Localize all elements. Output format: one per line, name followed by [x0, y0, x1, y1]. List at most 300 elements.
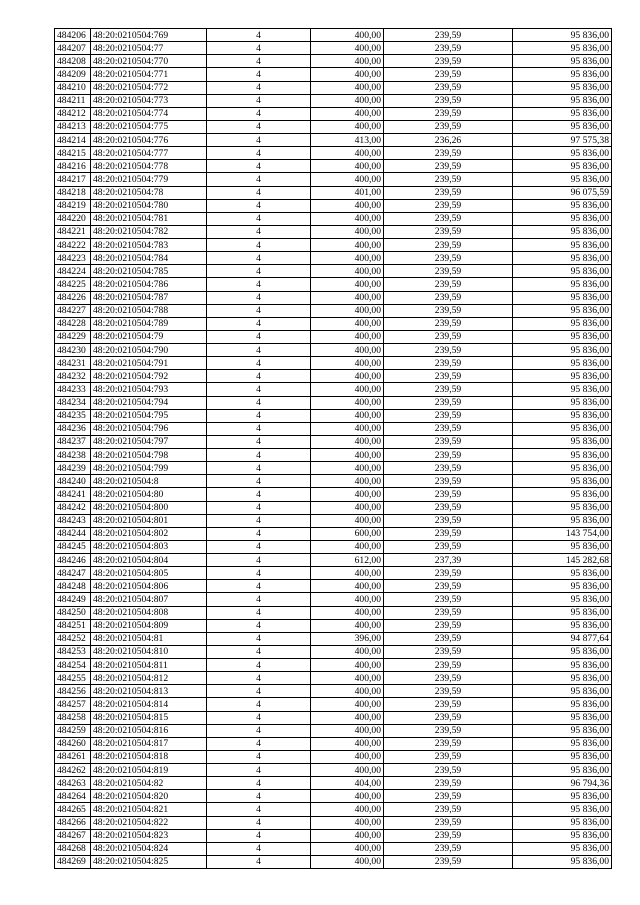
- cadastral-number-cell: 48:20:0210504:77: [91, 42, 207, 55]
- area-value-cell: 400,00: [311, 120, 384, 133]
- area-value-cell: 400,00: [311, 278, 384, 291]
- cadastral-number-cell: 48:20:0210504:795: [91, 409, 207, 422]
- area-value-cell: 400,00: [311, 357, 384, 370]
- specific-value-cell: 239,59: [384, 816, 513, 829]
- area-value-cell: 400,00: [311, 265, 384, 278]
- table-row: [55, 422, 612, 435]
- cadastral-number-cell: 48:20:0210504:769: [91, 29, 207, 42]
- specific-value-cell: 239,59: [384, 803, 513, 816]
- cadastral-number-cell: 48:20:0210504:819: [91, 764, 207, 777]
- area-value-cell: 400,00: [311, 855, 384, 868]
- cadastral-number-cell: 48:20:0210504:770: [91, 55, 207, 68]
- cadastral-number-cell: 48:20:0210504:806: [91, 580, 207, 593]
- area-value-cell: 400,00: [311, 55, 384, 68]
- row-number-cell: 484218: [55, 186, 91, 199]
- specific-value-cell: 239,59: [384, 291, 513, 304]
- area-value-cell: 400,00: [311, 514, 384, 527]
- specific-value-cell: 239,59: [384, 829, 513, 842]
- category-code-cell: 4: [207, 842, 311, 855]
- cadastral-number-cell: 48:20:0210504:800: [91, 501, 207, 514]
- category-code-cell: 4: [207, 724, 311, 737]
- area-value-cell: 612,00: [311, 554, 384, 567]
- cadastral-value-cell: 95 836,00: [513, 501, 612, 514]
- table-row: [55, 55, 612, 68]
- table-row: [55, 855, 612, 868]
- area-value-cell: 400,00: [311, 711, 384, 724]
- category-code-cell: 4: [207, 147, 311, 160]
- table-row: [55, 750, 612, 763]
- category-code-cell: 4: [207, 68, 311, 81]
- area-value-cell: 400,00: [311, 829, 384, 842]
- specific-value-cell: 239,59: [384, 120, 513, 133]
- area-value-cell: 400,00: [311, 672, 384, 685]
- area-value-cell: 400,00: [311, 606, 384, 619]
- cadastral-number-cell: 48:20:0210504:799: [91, 462, 207, 475]
- table-row: [55, 134, 612, 147]
- table-row: [55, 435, 612, 448]
- table-row: [55, 593, 612, 606]
- specific-value-cell: 239,59: [384, 357, 513, 370]
- cadastral-value-table: [54, 28, 612, 869]
- area-value-cell: 400,00: [311, 42, 384, 55]
- cadastral-value-cell: 95 836,00: [513, 816, 612, 829]
- category-code-cell: 4: [207, 212, 311, 225]
- table-row: [55, 383, 612, 396]
- category-code-cell: 4: [207, 554, 311, 567]
- table-row: [55, 199, 612, 212]
- category-code-cell: 4: [207, 685, 311, 698]
- table-row: [55, 790, 612, 803]
- row-number-cell: 484239: [55, 462, 91, 475]
- table-row: [55, 737, 612, 750]
- category-code-cell: 4: [207, 803, 311, 816]
- table-body: [55, 29, 612, 869]
- cadastral-value-cell: 95 836,00: [513, 239, 612, 252]
- row-number-cell: 484240: [55, 475, 91, 488]
- cadastral-number-cell: 48:20:0210504:797: [91, 435, 207, 448]
- area-value-cell: 400,00: [311, 803, 384, 816]
- row-number-cell: 484211: [55, 94, 91, 107]
- category-code-cell: 4: [207, 107, 311, 120]
- cadastral-value-cell: 95 836,00: [513, 55, 612, 68]
- table-row: [55, 225, 612, 238]
- table-row: [55, 462, 612, 475]
- specific-value-cell: 239,59: [384, 42, 513, 55]
- specific-value-cell: 239,59: [384, 855, 513, 868]
- category-code-cell: 4: [207, 55, 311, 68]
- specific-value-cell: 237,39: [384, 554, 513, 567]
- cadastral-value-cell: 96 794,36: [513, 777, 612, 790]
- cadastral-number-cell: 48:20:0210504:794: [91, 396, 207, 409]
- specific-value-cell: 239,59: [384, 540, 513, 553]
- row-number-cell: 484245: [55, 540, 91, 553]
- row-number-cell: 484210: [55, 81, 91, 94]
- category-code-cell: 4: [207, 435, 311, 448]
- category-code-cell: 4: [207, 829, 311, 842]
- area-value-cell: 400,00: [311, 435, 384, 448]
- specific-value-cell: 239,59: [384, 330, 513, 343]
- row-number-cell: 484250: [55, 606, 91, 619]
- specific-value-cell: 239,59: [384, 160, 513, 173]
- table-row: [55, 160, 612, 173]
- cadastral-number-cell: 48:20:0210504:777: [91, 147, 207, 160]
- specific-value-cell: 239,59: [384, 475, 513, 488]
- cadastral-number-cell: 48:20:0210504:773: [91, 94, 207, 107]
- category-code-cell: 4: [207, 475, 311, 488]
- area-value-cell: 400,00: [311, 317, 384, 330]
- cadastral-value-cell: 95 836,00: [513, 449, 612, 462]
- row-number-cell: 484227: [55, 304, 91, 317]
- row-number-cell: 484266: [55, 816, 91, 829]
- area-value-cell: 413,00: [311, 134, 384, 147]
- area-value-cell: 400,00: [311, 750, 384, 763]
- cadastral-number-cell: 48:20:0210504:782: [91, 225, 207, 238]
- row-number-cell: 484232: [55, 370, 91, 383]
- category-code-cell: 4: [207, 580, 311, 593]
- cadastral-number-cell: 48:20:0210504:78: [91, 186, 207, 199]
- cadastral-value-cell: 95 836,00: [513, 107, 612, 120]
- cadastral-value-cell: 143 754,00: [513, 527, 612, 540]
- category-code-cell: 4: [207, 501, 311, 514]
- row-number-cell: 484206: [55, 29, 91, 42]
- cadastral-number-cell: 48:20:0210504:791: [91, 357, 207, 370]
- cadastral-number-cell: 48:20:0210504:789: [91, 317, 207, 330]
- specific-value-cell: 239,59: [384, 842, 513, 855]
- specific-value-cell: 239,59: [384, 173, 513, 186]
- area-value-cell: 400,00: [311, 239, 384, 252]
- specific-value-cell: 239,59: [384, 632, 513, 645]
- area-value-cell: 400,00: [311, 147, 384, 160]
- area-value-cell: 400,00: [311, 383, 384, 396]
- cadastral-number-cell: 48:20:0210504:816: [91, 724, 207, 737]
- cadastral-number-cell: 48:20:0210504:807: [91, 593, 207, 606]
- row-number-cell: 484233: [55, 383, 91, 396]
- category-code-cell: 4: [207, 173, 311, 186]
- row-number-cell: 484269: [55, 855, 91, 868]
- specific-value-cell: 239,59: [384, 777, 513, 790]
- specific-value-cell: 239,59: [384, 567, 513, 580]
- cadastral-value-cell: 95 836,00: [513, 422, 612, 435]
- category-code-cell: 4: [207, 737, 311, 750]
- specific-value-cell: 239,59: [384, 685, 513, 698]
- area-value-cell: 400,00: [311, 501, 384, 514]
- cadastral-value-cell: 95 836,00: [513, 750, 612, 763]
- cadastral-number-cell: 48:20:0210504:805: [91, 567, 207, 580]
- table-row: [55, 501, 612, 514]
- cadastral-value-cell: 95 836,00: [513, 330, 612, 343]
- table-row: [55, 672, 612, 685]
- specific-value-cell: 239,59: [384, 462, 513, 475]
- specific-value-cell: 239,59: [384, 449, 513, 462]
- row-number-cell: 484265: [55, 803, 91, 816]
- area-value-cell: 400,00: [311, 29, 384, 42]
- cadastral-number-cell: 48:20:0210504:798: [91, 449, 207, 462]
- row-number-cell: 484263: [55, 777, 91, 790]
- area-value-cell: 400,00: [311, 107, 384, 120]
- cadastral-value-cell: 95 836,00: [513, 94, 612, 107]
- table-row: [55, 645, 612, 658]
- table-row: [55, 212, 612, 225]
- cadastral-value-cell: 95 836,00: [513, 344, 612, 357]
- row-number-cell: 484264: [55, 790, 91, 803]
- specific-value-cell: 239,59: [384, 68, 513, 81]
- area-value-cell: 400,00: [311, 540, 384, 553]
- category-code-cell: 4: [207, 606, 311, 619]
- category-code-cell: 4: [207, 816, 311, 829]
- specific-value-cell: 239,59: [384, 501, 513, 514]
- cadastral-value-cell: 95 836,00: [513, 81, 612, 94]
- row-number-cell: 484212: [55, 107, 91, 120]
- specific-value-cell: 239,59: [384, 737, 513, 750]
- specific-value-cell: 239,59: [384, 186, 513, 199]
- cadastral-number-cell: 48:20:0210504:778: [91, 160, 207, 173]
- row-number-cell: 484215: [55, 147, 91, 160]
- row-number-cell: 484241: [55, 488, 91, 501]
- category-code-cell: 4: [207, 790, 311, 803]
- cadastral-value-cell: 95 836,00: [513, 829, 612, 842]
- cadastral-value-cell: 95 836,00: [513, 764, 612, 777]
- table-row: [55, 344, 612, 357]
- cadastral-value-cell: 95 836,00: [513, 160, 612, 173]
- row-number-cell: 484214: [55, 134, 91, 147]
- row-number-cell: 484244: [55, 527, 91, 540]
- table-row: [55, 540, 612, 553]
- cadastral-number-cell: 48:20:0210504:80: [91, 488, 207, 501]
- table-row: [55, 330, 612, 343]
- table-row: [55, 475, 612, 488]
- table-row: [55, 580, 612, 593]
- category-code-cell: 4: [207, 764, 311, 777]
- cadastral-value-cell: 95 836,00: [513, 790, 612, 803]
- area-value-cell: 400,00: [311, 698, 384, 711]
- area-value-cell: 400,00: [311, 344, 384, 357]
- row-number-cell: 484209: [55, 68, 91, 81]
- area-value-cell: 400,00: [311, 816, 384, 829]
- row-number-cell: 484217: [55, 173, 91, 186]
- table-row: [55, 278, 612, 291]
- specific-value-cell: 239,59: [384, 199, 513, 212]
- cadastral-number-cell: 48:20:0210504:81: [91, 632, 207, 645]
- category-code-cell: 4: [207, 252, 311, 265]
- cadastral-value-cell: 95 836,00: [513, 711, 612, 724]
- area-value-cell: 400,00: [311, 449, 384, 462]
- specific-value-cell: 239,59: [384, 370, 513, 383]
- row-number-cell: 484254: [55, 659, 91, 672]
- row-number-cell: 484247: [55, 567, 91, 580]
- cadastral-value-cell: 95 836,00: [513, 304, 612, 317]
- row-number-cell: 484251: [55, 619, 91, 632]
- table-row: [55, 803, 612, 816]
- category-code-cell: 4: [207, 225, 311, 238]
- table-row: [55, 304, 612, 317]
- specific-value-cell: 239,59: [384, 514, 513, 527]
- row-number-cell: 484257: [55, 698, 91, 711]
- specific-value-cell: 239,59: [384, 672, 513, 685]
- category-code-cell: 4: [207, 120, 311, 133]
- row-number-cell: 484235: [55, 409, 91, 422]
- cadastral-number-cell: 48:20:0210504:825: [91, 855, 207, 868]
- category-code-cell: 4: [207, 160, 311, 173]
- category-code-cell: 4: [207, 344, 311, 357]
- area-value-cell: 404,00: [311, 777, 384, 790]
- cadastral-number-cell: 48:20:0210504:787: [91, 291, 207, 304]
- specific-value-cell: 239,59: [384, 239, 513, 252]
- cadastral-value-cell: 95 836,00: [513, 606, 612, 619]
- cadastral-value-cell: 95 836,00: [513, 593, 612, 606]
- table-row: [55, 81, 612, 94]
- specific-value-cell: 239,59: [384, 750, 513, 763]
- category-code-cell: 4: [207, 199, 311, 212]
- category-code-cell: 4: [207, 29, 311, 42]
- table-row: [55, 632, 612, 645]
- cadastral-value-cell: 95 836,00: [513, 737, 612, 750]
- specific-value-cell: 239,59: [384, 606, 513, 619]
- row-number-cell: 484237: [55, 435, 91, 448]
- specific-value-cell: 239,59: [384, 527, 513, 540]
- cadastral-number-cell: 48:20:0210504:823: [91, 829, 207, 842]
- cadastral-value-cell: 95 836,00: [513, 685, 612, 698]
- cadastral-value-cell: 95 836,00: [513, 567, 612, 580]
- category-code-cell: 4: [207, 462, 311, 475]
- category-code-cell: 4: [207, 527, 311, 540]
- row-number-cell: 484267: [55, 829, 91, 842]
- area-value-cell: 400,00: [311, 724, 384, 737]
- cadastral-value-cell: 95 836,00: [513, 173, 612, 186]
- cadastral-value-cell: 95 836,00: [513, 619, 612, 632]
- specific-value-cell: 239,59: [384, 619, 513, 632]
- cadastral-number-cell: 48:20:0210504:809: [91, 619, 207, 632]
- area-value-cell: 400,00: [311, 685, 384, 698]
- row-number-cell: 484242: [55, 501, 91, 514]
- row-number-cell: 484268: [55, 842, 91, 855]
- cadastral-value-cell: 95 836,00: [513, 698, 612, 711]
- table-row: [55, 186, 612, 199]
- specific-value-cell: 239,59: [384, 645, 513, 658]
- area-value-cell: 400,00: [311, 659, 384, 672]
- row-number-cell: 484224: [55, 265, 91, 278]
- specific-value-cell: 239,59: [384, 55, 513, 68]
- table-row: [55, 357, 612, 370]
- cadastral-number-cell: 48:20:0210504:781: [91, 212, 207, 225]
- cadastral-value-cell: 95 836,00: [513, 514, 612, 527]
- cadastral-value-cell: 95 836,00: [513, 645, 612, 658]
- table-row: [55, 107, 612, 120]
- row-number-cell: 484260: [55, 737, 91, 750]
- area-value-cell: 400,00: [311, 291, 384, 304]
- specific-value-cell: 239,59: [384, 396, 513, 409]
- category-code-cell: 4: [207, 94, 311, 107]
- area-value-cell: 400,00: [311, 160, 384, 173]
- cadastral-value-cell: 95 836,00: [513, 199, 612, 212]
- cadastral-value-cell: 95 836,00: [513, 488, 612, 501]
- specific-value-cell: 239,59: [384, 724, 513, 737]
- cadastral-number-cell: 48:20:0210504:818: [91, 750, 207, 763]
- category-code-cell: 4: [207, 265, 311, 278]
- row-number-cell: 484228: [55, 317, 91, 330]
- row-number-cell: 484231: [55, 357, 91, 370]
- table-row: [55, 291, 612, 304]
- row-number-cell: 484220: [55, 212, 91, 225]
- table-row: [55, 252, 612, 265]
- category-code-cell: 4: [207, 422, 311, 435]
- cadastral-number-cell: 48:20:0210504:785: [91, 265, 207, 278]
- table-row: [55, 619, 612, 632]
- category-code-cell: 4: [207, 659, 311, 672]
- category-code-cell: 4: [207, 317, 311, 330]
- cadastral-number-cell: 48:20:0210504:802: [91, 527, 207, 540]
- row-number-cell: 484216: [55, 160, 91, 173]
- specific-value-cell: 239,59: [384, 212, 513, 225]
- cadastral-value-cell: 95 836,00: [513, 120, 612, 133]
- cadastral-value-cell: 95 836,00: [513, 291, 612, 304]
- cadastral-value-cell: 95 836,00: [513, 724, 612, 737]
- area-value-cell: 400,00: [311, 580, 384, 593]
- row-number-cell: 484256: [55, 685, 91, 698]
- cadastral-number-cell: 48:20:0210504:824: [91, 842, 207, 855]
- table-row: [55, 659, 612, 672]
- specific-value-cell: 239,59: [384, 711, 513, 724]
- cadastral-value-cell: 95 836,00: [513, 317, 612, 330]
- category-code-cell: 4: [207, 645, 311, 658]
- cadastral-number-cell: 48:20:0210504:79: [91, 330, 207, 343]
- cadastral-value-cell: 95 836,00: [513, 435, 612, 448]
- specific-value-cell: 239,59: [384, 107, 513, 120]
- cadastral-value-cell: 95 836,00: [513, 147, 612, 160]
- table-row: [55, 554, 612, 567]
- cadastral-number-cell: 48:20:0210504:784: [91, 252, 207, 265]
- cadastral-number-cell: 48:20:0210504:803: [91, 540, 207, 553]
- specific-value-cell: 239,59: [384, 304, 513, 317]
- area-value-cell: 400,00: [311, 94, 384, 107]
- table-row: [55, 120, 612, 133]
- specific-value-cell: 239,59: [384, 147, 513, 160]
- category-code-cell: 4: [207, 409, 311, 422]
- row-number-cell: 484223: [55, 252, 91, 265]
- row-number-cell: 484208: [55, 55, 91, 68]
- area-value-cell: 400,00: [311, 567, 384, 580]
- category-code-cell: 4: [207, 567, 311, 580]
- cadastral-value-cell: 95 836,00: [513, 42, 612, 55]
- area-value-cell: 400,00: [311, 199, 384, 212]
- row-number-cell: 484229: [55, 330, 91, 343]
- cadastral-number-cell: 48:20:0210504:772: [91, 81, 207, 94]
- cadastral-value-cell: 145 282,68: [513, 554, 612, 567]
- row-number-cell: 484207: [55, 42, 91, 55]
- specific-value-cell: 239,59: [384, 344, 513, 357]
- area-value-cell: 400,00: [311, 488, 384, 501]
- category-code-cell: 4: [207, 449, 311, 462]
- table-row: [55, 370, 612, 383]
- category-code-cell: 4: [207, 81, 311, 94]
- row-number-cell: 484258: [55, 711, 91, 724]
- area-value-cell: 400,00: [311, 764, 384, 777]
- area-value-cell: 400,00: [311, 212, 384, 225]
- area-value-cell: 400,00: [311, 842, 384, 855]
- category-code-cell: 4: [207, 186, 311, 199]
- cadastral-number-cell: 48:20:0210504:780: [91, 199, 207, 212]
- cadastral-number-cell: 48:20:0210504:811: [91, 659, 207, 672]
- row-number-cell: 484246: [55, 554, 91, 567]
- cadastral-value-cell: 95 836,00: [513, 396, 612, 409]
- table-row: [55, 42, 612, 55]
- area-value-cell: 400,00: [311, 330, 384, 343]
- specific-value-cell: 239,59: [384, 764, 513, 777]
- specific-value-cell: 239,59: [384, 265, 513, 278]
- table-row: [55, 265, 612, 278]
- cadastral-number-cell: 48:20:0210504:815: [91, 711, 207, 724]
- cadastral-number-cell: 48:20:0210504:783: [91, 239, 207, 252]
- row-number-cell: 484238: [55, 449, 91, 462]
